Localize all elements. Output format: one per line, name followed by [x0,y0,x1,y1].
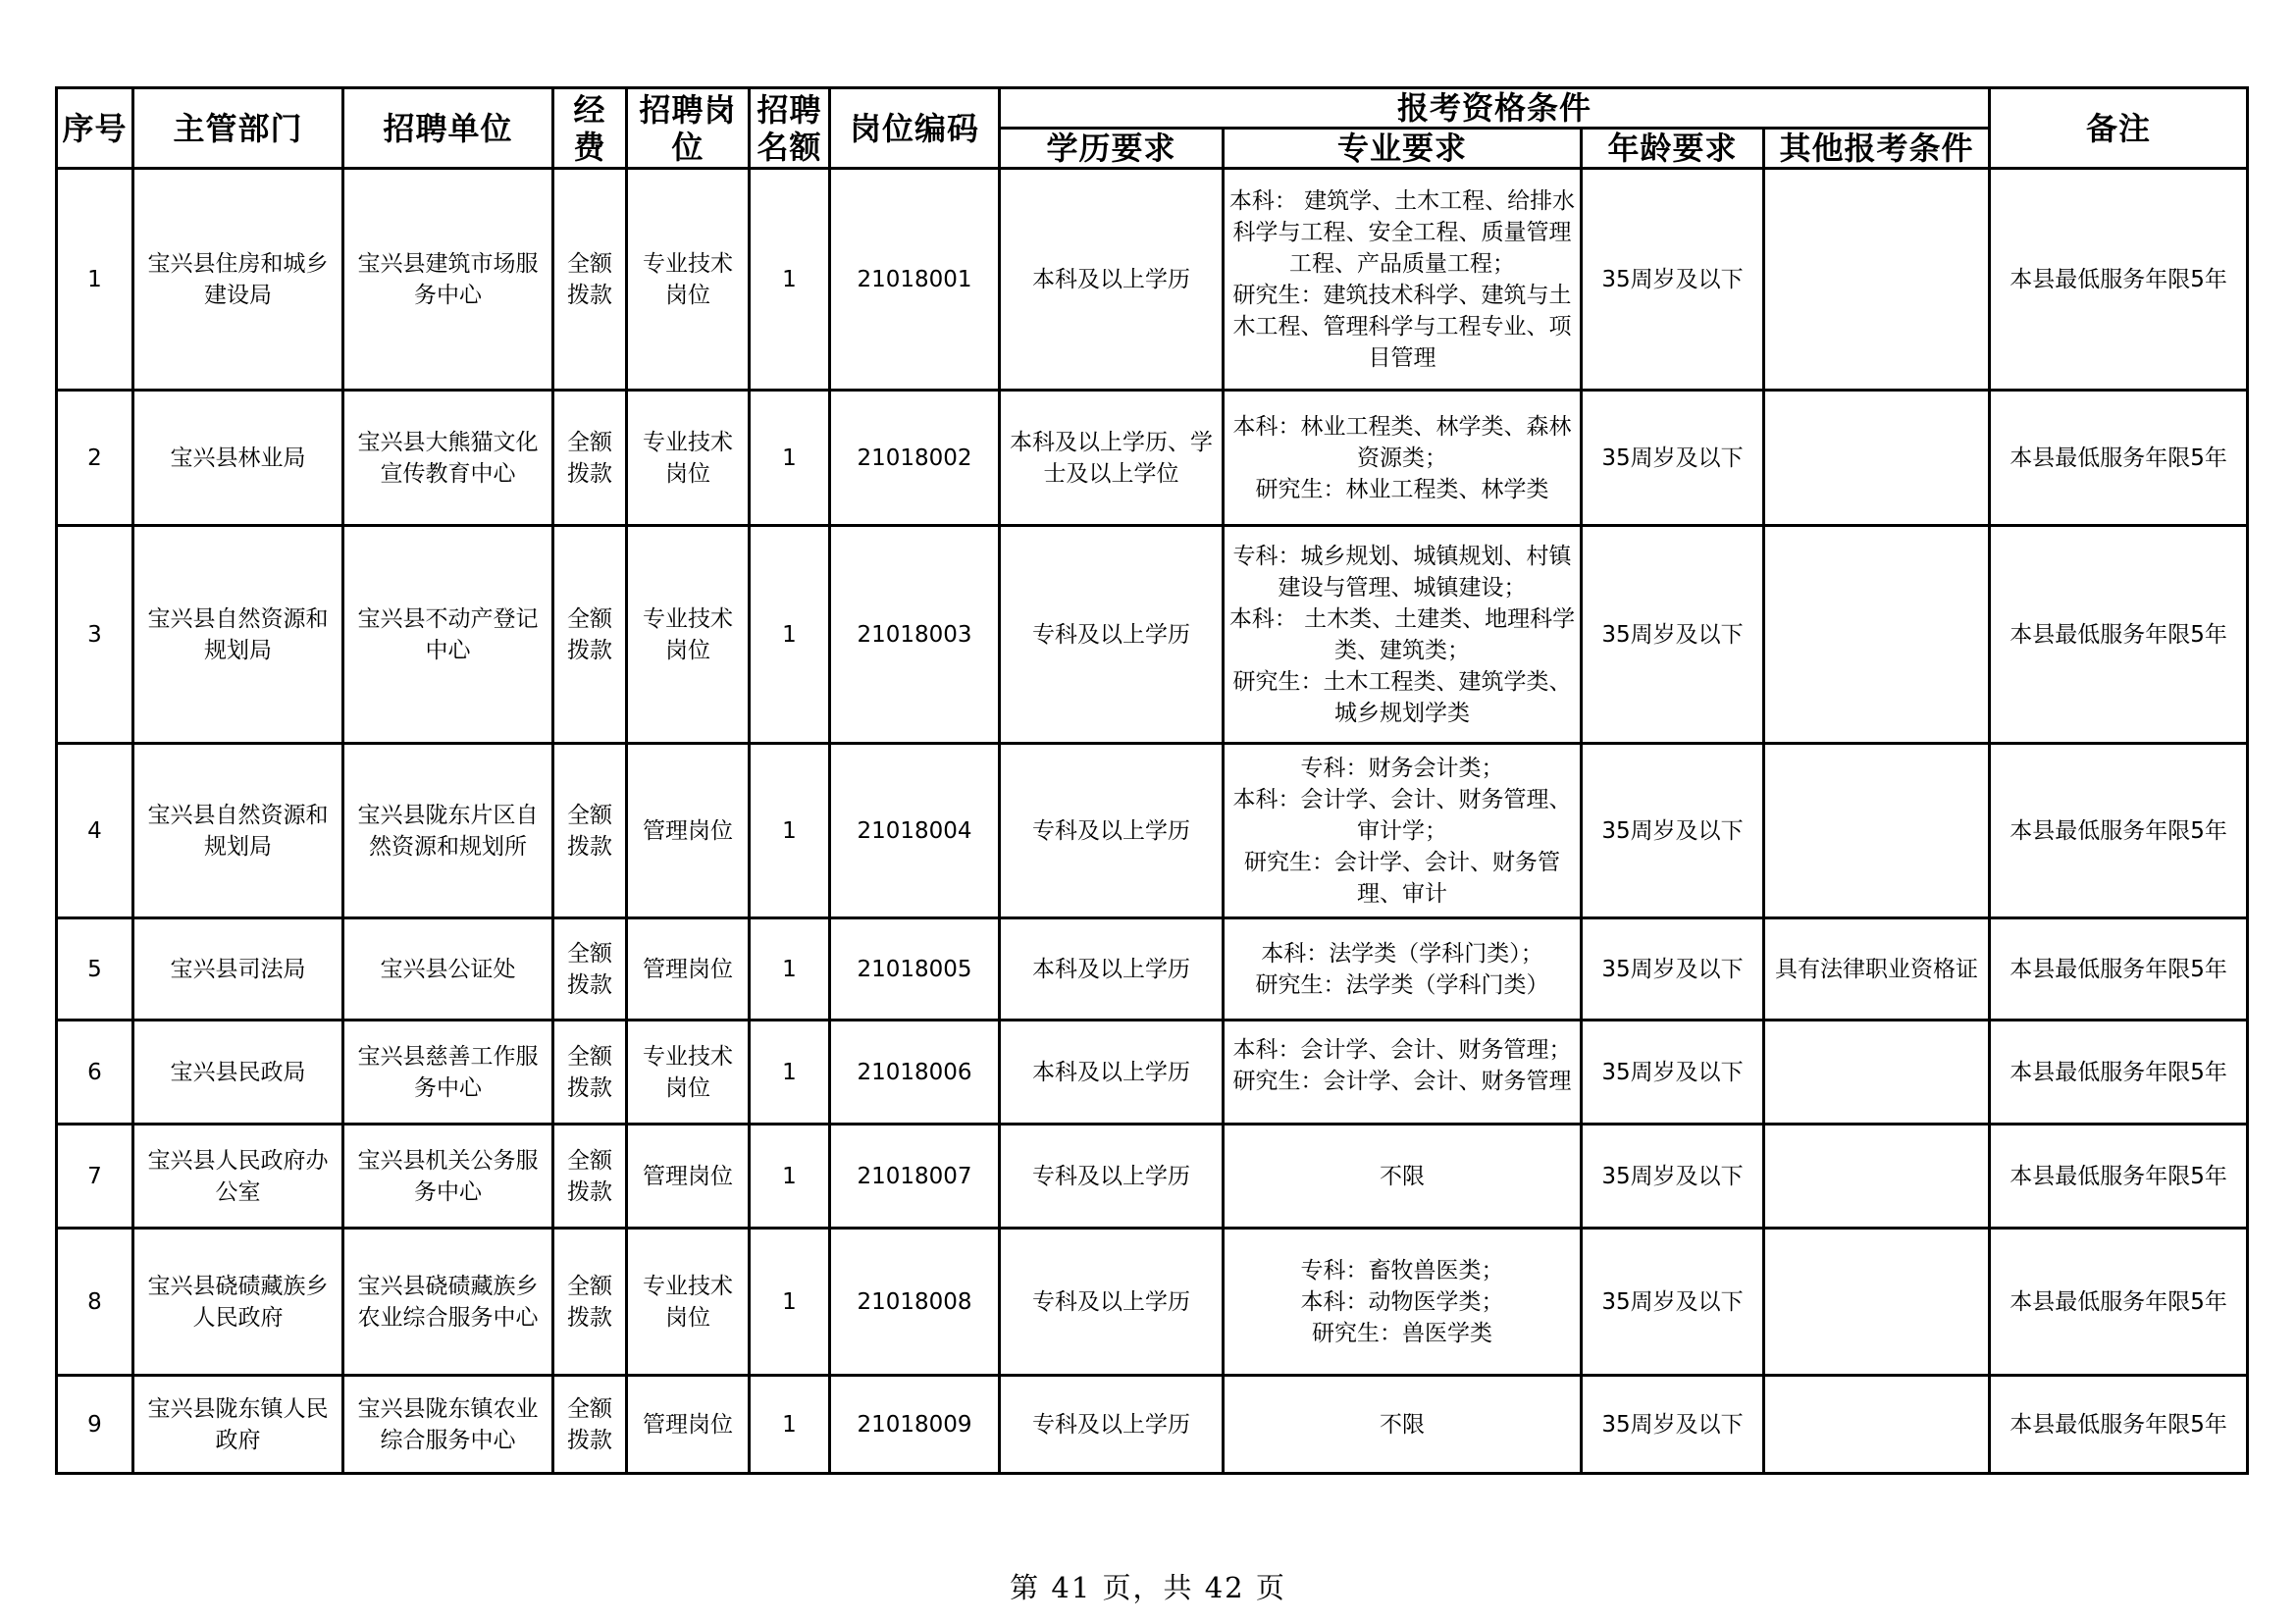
cell-unit: 宝兴县大熊猫文化宣传教育中心 [343,391,553,526]
cell-other [1764,1125,1990,1229]
cell-unit: 宝兴县硗碛藏族乡农业综合服务中心 [343,1229,553,1376]
cell-quota: 1 [750,1229,830,1376]
cell-remark: 本县最低服务年限5年 [1990,1125,2248,1229]
major-line: 本科： 土木类、土建类、地理科学类、建筑类； [1228,605,1576,663]
recruitment-table [55,86,2249,1475]
cell-major [1224,918,1582,1021]
table-row [57,391,2248,526]
cell-remark: 本县最低服务年限5年 [1990,918,2248,1021]
table-row [57,918,2248,1021]
header-qualification: 报考资格条件 [1000,88,1990,129]
cell-education: 专科及以上学历 [1000,1125,1224,1229]
cell-position: 管理岗位 [627,744,750,918]
cell-unit: 宝兴县机关公务服务中心 [343,1125,553,1229]
cell-code: 21018005 [830,918,1000,1021]
major-line: 本科：会计学、会计、财务管理、审计学； [1232,786,1572,844]
cell-other [1764,169,1990,391]
cell-age: 35周岁及以下 [1582,918,1764,1021]
header-code: 岗位编码 [830,88,1000,169]
cell-unit: 宝兴县公证处 [343,918,553,1021]
cell-dept: 宝兴县自然资源和规划局 [133,526,343,744]
cell-remark: 本县最低服务年限5年 [1990,1229,2248,1376]
major-line: 研究生：林业工程类、林学类 [1255,476,1549,502]
cell-position: 专业技术岗位 [627,169,750,391]
cell-unit: 宝兴县不动产登记中心 [343,526,553,744]
major-line: 研究生：兽医学类 [1312,1320,1492,1346]
header-remark: 备注 [1990,88,2248,169]
cell-other [1764,391,1990,526]
major-line: 本科：会计学、会计、财务管理； [1232,1036,1572,1063]
header-position: 招聘岗位 [627,88,750,169]
header-major: 专业要求 [1224,129,1582,169]
cell-position: 专业技术岗位 [627,1021,750,1125]
cell-education: 专科及以上学历 [1000,744,1224,918]
table-body [57,169,2248,1474]
cell-dept: 宝兴县林业局 [133,391,343,526]
page-footer: 第 41 页，共 42 页 [1010,1571,1286,1604]
header-quota: 招聘名额 [750,88,830,169]
cell-code: 21018006 [830,1021,1000,1125]
cell-remark: 本县最低服务年限5年 [1990,1021,2248,1125]
cell-age: 35周岁及以下 [1582,1125,1764,1229]
header-dept: 主管部门 [133,88,343,169]
cell-age: 35周岁及以下 [1582,1021,1764,1125]
cell-major [1224,1229,1582,1376]
cell-quota: 1 [750,1376,830,1474]
cell-major [1224,744,1582,918]
cell-education: 专科及以上学历 [1000,1376,1224,1474]
table-row [57,1229,2248,1376]
major-line: 本科：林业工程类、林学类、森林资源类； [1232,413,1572,471]
major-line: 专科：畜牧兽医类； [1300,1257,1504,1283]
cell-other: 具有法律职业资格证 [1764,918,1990,1021]
cell-other [1764,1229,1990,1376]
cell-seq: 2 [57,391,133,526]
cell-code: 21018009 [830,1376,1000,1474]
cell-age: 35周岁及以下 [1582,744,1764,918]
cell-position: 管理岗位 [627,1376,750,1474]
cell-education: 专科及以上学历 [1000,1229,1224,1376]
major-line: 研究生：建筑技术科学、建筑与土木工程、管理科学与工程专业、项目管理 [1232,282,1572,371]
cell-code: 21018004 [830,744,1000,918]
cell-dept: 宝兴县司法局 [133,918,343,1021]
cell-quota: 1 [750,1021,830,1125]
cell-education: 本科及以上学历、学士及以上学位 [1000,391,1224,526]
cell-position: 管理岗位 [627,1125,750,1229]
cell-quota: 1 [750,169,830,391]
table-row [57,1125,2248,1229]
cell-other [1764,1021,1990,1125]
cell-unit: 宝兴县陇东片区自然资源和规划所 [343,744,553,918]
cell-position: 专业技术岗位 [627,1229,750,1376]
cell-other [1764,526,1990,744]
cell-remark: 本县最低服务年限5年 [1990,526,2248,744]
cell-code: 21018002 [830,391,1000,526]
major-line: 不限 [1380,1163,1425,1189]
cell-education: 专科及以上学历 [1000,526,1224,744]
major-line: 本科：动物医学类； [1300,1288,1504,1315]
cell-funding: 全额拨款 [553,1021,627,1125]
cell-dept: 宝兴县民政局 [133,1021,343,1125]
cell-funding: 全额拨款 [553,391,627,526]
cell-quota: 1 [750,744,830,918]
table-row [57,1021,2248,1125]
cell-remark: 本县最低服务年限5年 [1990,391,2248,526]
cell-education: 本科及以上学历 [1000,918,1224,1021]
cell-age: 35周岁及以下 [1582,526,1764,744]
cell-dept: 宝兴县人民政府办公室 [133,1125,343,1229]
cell-code: 21018008 [830,1229,1000,1376]
cell-funding: 全额拨款 [553,1376,627,1474]
cell-major [1224,391,1582,526]
cell-seq: 9 [57,1376,133,1474]
cell-code: 21018007 [830,1125,1000,1229]
cell-unit: 宝兴县建筑市场服务中心 [343,169,553,391]
header-other: 其他报考条件 [1764,129,1990,169]
cell-quota: 1 [750,526,830,744]
cell-age: 35周岁及以下 [1582,1229,1764,1376]
cell-education: 本科及以上学历 [1000,1021,1224,1125]
cell-code: 21018001 [830,169,1000,391]
cell-position: 专业技术岗位 [627,391,750,526]
cell-seq: 7 [57,1125,133,1229]
cell-major [1224,1376,1582,1474]
header-seq: 序号 [57,88,133,169]
cell-major [1224,526,1582,744]
cell-funding: 全额拨款 [553,744,627,918]
major-line: 研究生：法学类（学科门类） [1255,971,1549,998]
major-line: 本科：法学类（学科门类）； [1261,940,1543,967]
cell-code: 21018003 [830,526,1000,744]
cell-seq: 4 [57,744,133,918]
header-age: 年龄要求 [1582,129,1764,169]
cell-funding: 全额拨款 [553,1125,627,1229]
cell-quota: 1 [750,1125,830,1229]
cell-remark: 本县最低服务年限5年 [1990,169,2248,391]
cell-remark: 本县最低服务年限5年 [1990,1376,2248,1474]
cell-funding: 全额拨款 [553,918,627,1021]
cell-age: 35周岁及以下 [1582,169,1764,391]
cell-unit: 宝兴县陇东镇农业综合服务中心 [343,1376,553,1474]
header-unit: 招聘单位 [343,88,553,169]
cell-funding: 全额拨款 [553,169,627,391]
cell-unit: 宝兴县慈善工作服务中心 [343,1021,553,1125]
cell-major [1224,1125,1582,1229]
cell-dept: 宝兴县住房和城乡建设局 [133,169,343,391]
cell-position: 专业技术岗位 [627,526,750,744]
cell-seq: 1 [57,169,133,391]
major-line: 专科：城乡规划、城镇规划、村镇建设与管理、城镇建设； [1232,543,1572,601]
cell-other [1764,744,1990,918]
cell-major [1224,169,1582,391]
table-row [57,526,2248,744]
cell-major [1224,1021,1582,1125]
table-row [57,1376,2248,1474]
table-row [57,169,2248,391]
major-line: 研究生：会计学、会计、财务管理 [1232,1068,1572,1094]
cell-other [1764,1376,1990,1474]
cell-seq: 6 [57,1021,133,1125]
header-education: 学历要求 [1000,129,1224,169]
major-line: 本科： 建筑学、土木工程、给排水科学与工程、安全工程、质量管理工程、产品质量工程； [1228,187,1576,277]
cell-education: 本科及以上学历 [1000,169,1224,391]
major-line: 专科：财务会计类； [1300,755,1504,781]
major-line: 研究生：会计学、会计、财务管理、审计 [1244,849,1560,907]
major-line: 不限 [1380,1411,1425,1438]
cell-funding: 全额拨款 [553,1229,627,1376]
cell-dept: 宝兴县硗碛藏族乡人民政府 [133,1229,343,1376]
cell-seq: 8 [57,1229,133,1376]
cell-dept: 宝兴县自然资源和规划局 [133,744,343,918]
header-funding: 经费 [553,88,627,169]
cell-quota: 1 [750,391,830,526]
cell-seq: 5 [57,918,133,1021]
cell-age: 35周岁及以下 [1582,1376,1764,1474]
cell-quota: 1 [750,918,830,1021]
cell-remark: 本县最低服务年限5年 [1990,744,2248,918]
major-line: 研究生：土木工程类、建筑学类、城乡规划学类 [1232,668,1572,726]
header-row-1 [57,88,2248,129]
cell-funding: 全额拨款 [553,526,627,744]
cell-position: 管理岗位 [627,918,750,1021]
cell-seq: 3 [57,526,133,744]
table-row [57,744,2248,918]
cell-age: 35周岁及以下 [1582,391,1764,526]
cell-dept: 宝兴县陇东镇人民政府 [133,1376,343,1474]
